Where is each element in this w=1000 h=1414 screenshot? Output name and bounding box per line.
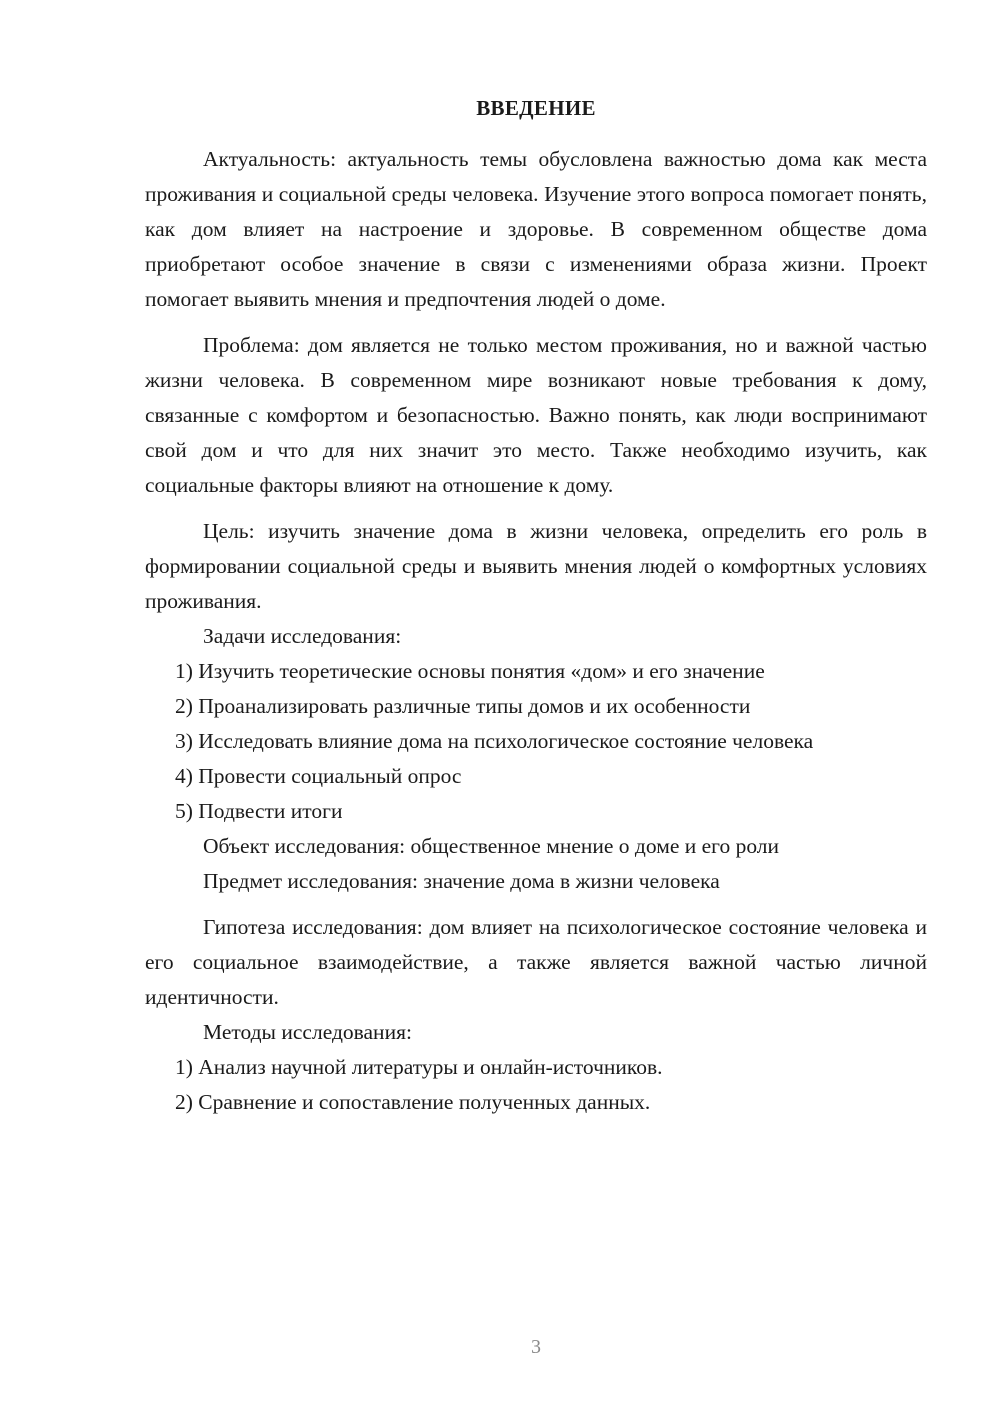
task-item: 4) Провести социальный опрос	[175, 764, 462, 788]
task-item: 3) Исследовать влияние дома на психологическое состояние человека	[175, 729, 814, 753]
tasks-heading: Задачи исследования:	[203, 624, 402, 648]
task-item: 2) Проанализировать различные типы домов и их особенности	[175, 694, 751, 718]
page-number: 3	[531, 1336, 541, 1358]
relevance-paragraph: Актуальность: актуальность темы обусловлена важностью дома как места проживания и социальной среды человека. Изучение этого вопроса помогает понять, как дом влияет на настроение и здоровье. В современном обществе дома приобретают особое значение в связи с изменениями образа жизни. Проект помогает выявить мнения и предпочтения людей о доме.	[145, 147, 927, 311]
section-title: ВВЕДЕНИЕ	[476, 96, 596, 120]
hypothesis-paragraph: Гипотеза исследования: дом влияет на психологическое состояние человека и его социальное взаимодействие, а также является важной частью личной идентичности.	[145, 915, 927, 1009]
object-paragraph: Объект исследования: общественное мнение о доме и его роли	[203, 834, 780, 858]
goal-paragraph: Цель: изучить значение дома в жизни человека, определить его роль в формировании социальной среды и выявить мнения людей о комфортных условиях проживания.	[145, 519, 927, 613]
subject-paragraph: Предмет исследования: значение дома в жизни человека	[203, 869, 720, 893]
task-item: 1) Изучить теоретические основы понятия «дом» и его значение	[175, 659, 765, 683]
method-item: 2) Сравнение и сопоставление полученных данных.	[175, 1090, 651, 1114]
task-item: 5) Подвести итоги	[175, 799, 343, 823]
methods-heading: Методы исследования:	[203, 1020, 412, 1044]
method-item: 1) Анализ научной литературы и онлайн-источников.	[175, 1055, 663, 1079]
body-text	[145, 142, 927, 1120]
problem-paragraph: Проблема: дом является не только местом проживания, но и важной частью жизни человека. В современном мире возникают новые требования к дому, связанные с комфортом и безопасностью. Важно понять, как люди воспринимают свой дом и что для них значит это место. Также необходимо изучить, как социальные факторы влияют на отношение к дому.	[145, 333, 927, 497]
